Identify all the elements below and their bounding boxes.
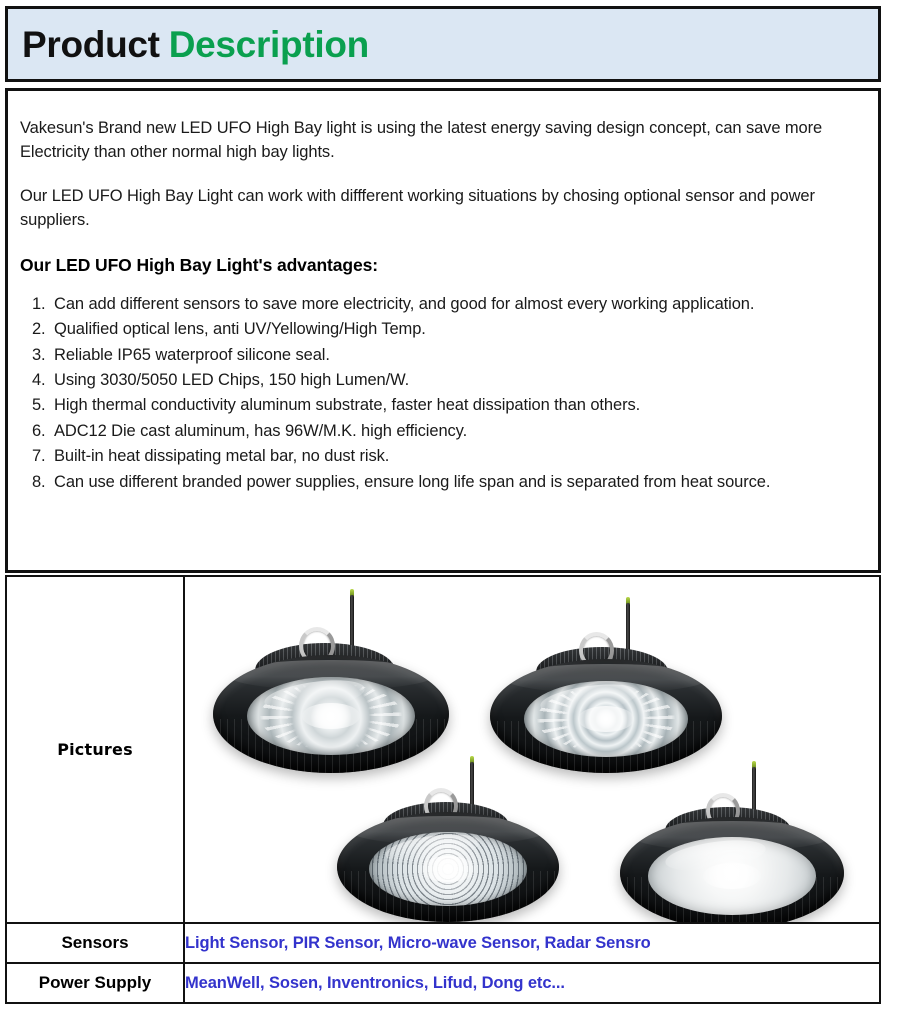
advantage-item: 2. Qualified optical lens, anti UV/Yellowing/High Temp. — [50, 317, 860, 341]
led-ring — [260, 683, 401, 749]
table-row-sensors — [6, 923, 880, 963]
lens-hotspot — [578, 706, 634, 732]
row-label-sensors: Sensors — [6, 923, 184, 963]
spec-table — [5, 575, 881, 1004]
lamp-ufo-high-bay-dotted-led-lens — [325, 752, 575, 922]
advantages-list — [20, 292, 860, 494]
advantage-item: 7. Built-in heat dissipating metal bar, no dust risk. — [50, 444, 860, 468]
advantage-item: 8. Can use different branded power supplies, ensure long life span and is separated from heat source. — [50, 470, 860, 494]
row-value-sensors: Light Sensor, PIR Sensor, Micro-wave Sensor, Radar Sensro — [184, 923, 880, 963]
row-value-power-supply: MeanWell, Sosen, Inventronics, Lifud, Dong etc... — [184, 963, 880, 1003]
description-paragraph-2: Our LED UFO High Bay Light can work with diffferent working situations by chosing optional sensor and power suppliers. — [20, 186, 815, 229]
page-title-accent: Description — [168, 23, 369, 65]
description-paragraph-1: Vakesun's Brand new LED UFO High Bay light is using the latest energy saving design concept, can save more Electricity than other normal high bay lights. — [20, 119, 823, 161]
advantage-item: 1. Can add different sensors to save more electricity, and good for almost every working application. — [50, 292, 860, 316]
pictures-stage — [185, 577, 879, 922]
page-title — [8, 23, 369, 65]
page-title-main: Product — [22, 23, 160, 65]
lamp-ufo-high-bay-frosted-diffuser — [610, 759, 860, 922]
lens-hotspot — [421, 856, 475, 881]
description-body — [5, 88, 881, 573]
lens-hotspot — [703, 863, 760, 890]
product-pictures-cell — [184, 576, 880, 923]
advantages-heading: Our LED UFO High Bay Light's advantages: — [20, 254, 378, 275]
advantage-item: 6. ADC12 Die cast aluminum, has 96W/M.K. high efficiency. — [50, 419, 860, 443]
row-label-power-supply: Power Supply — [6, 963, 184, 1003]
advantage-item: 4. Using 3030/5050 LED Chips, 150 high Lumen/W. — [50, 368, 860, 392]
product-description-header — [5, 6, 881, 82]
advantage-item: 5. High thermal conductivity aluminum substrate, faster heat dissipation than others. — [50, 393, 860, 417]
lens-ribbed — [524, 681, 688, 757]
lens-frosted — [648, 837, 816, 915]
table-row-pictures — [6, 576, 880, 923]
lens-clear — [247, 677, 415, 755]
lens-hotspot — [302, 703, 359, 730]
advantage-item: 3. Reliable IP65 waterproof silicone seal. — [50, 343, 860, 367]
led-ring — [537, 687, 675, 751]
row-label-pictures: Pictures — [6, 576, 184, 923]
lens-dotted — [369, 832, 527, 906]
table-row-power-supply — [6, 963, 880, 1003]
